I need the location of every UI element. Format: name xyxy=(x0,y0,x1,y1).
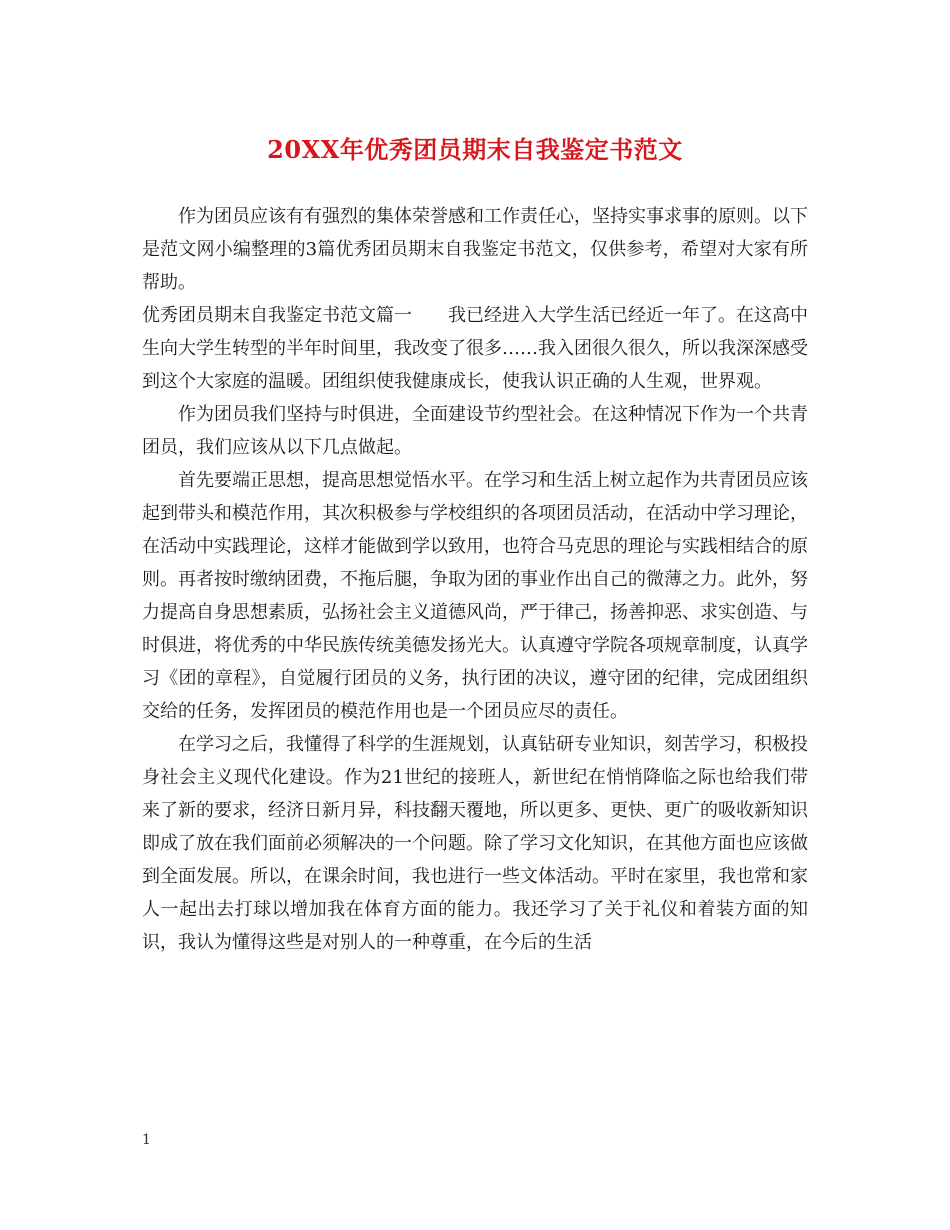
paragraph-practice: 作为团员我们坚持与时俱进，全面建设节约型社会。在这种情况下作为一个共青团员，我们应该从以下几点做起。 xyxy=(142,404,808,458)
page-number: 1 xyxy=(142,1132,151,1148)
paragraph-study: 在学习之后，我懂得了科学的生涯规划，认真钻研专业知识，刻苦学习，积极投身社会主义现代化建设。作为21世纪的接班人，新世纪在悄悄降临之际也给我们带来了新的要求，经济日新月异，科技翻天覆地，所以更多、更快、更广的吸收新知识即成了放在我们面前必须解决的一个问题。除了学习文化知识，在其他方面也应该做到全面发展。所以，在课余时间，我也进行一些文体活动。平时在家里，我也常和家人一起出去打球以增加我在体育方面的能力。我还学习了关于礼仪和着装方面的知识，我认为懂得这些是对别人的一种尊重，在今后的生活 xyxy=(142,734,808,953)
paragraph-intro: 作为团员应该有有强烈的集体荣誉感和工作责任心，坚持实事求事的原则。以下是范文网小编整理的3篇优秀团员期末自我鉴定书范文，仅供参考，希望对大家有所帮助。 xyxy=(142,206,808,293)
paragraph-thought: 首先要端正思想，提高思想觉悟水平。在学习和生活上树立起作为共青团员应该起到带头和模范作用，其次积极参与学校组织的各项团员活动，在活动中学习理论，在活动中实践理论，这样才能做到学以致用，也符合马克思的理论与实践相结合的原则。再者按时缴纳团费，不拖后腿，争取为团的事业作出自己的微薄之力。此外，努力提高自身思想素质，弘扬社会主义道德风尚，严于律己，扬善抑恶、求实创造、与时俱进，将优秀的中华民族传统美德发扬光大。认真遵守学院各项规章制度，认真学习《团的章程》，自觉履行团员的义务，执行团的决议，遵守团的纪律，完成团组织交给的任务，发挥团员的模范作用也是一个团员应尽的责任。 xyxy=(142,470,808,722)
document-title: 20XX年优秀团员期末自我鉴定书范文 xyxy=(267,135,683,164)
document-body xyxy=(142,200,808,959)
paragraph-section-one: 优秀团员期末自我鉴定书范文篇一 我已经进入大学生活已经近一年了。在这高中生向大学生转型的半年时间里，我改变了很多……我入团很久很久，所以我深深感受到这个大家庭的温暖。团组织使我健康成长，使我认识正确的人生观，世界观。 xyxy=(142,305,808,392)
